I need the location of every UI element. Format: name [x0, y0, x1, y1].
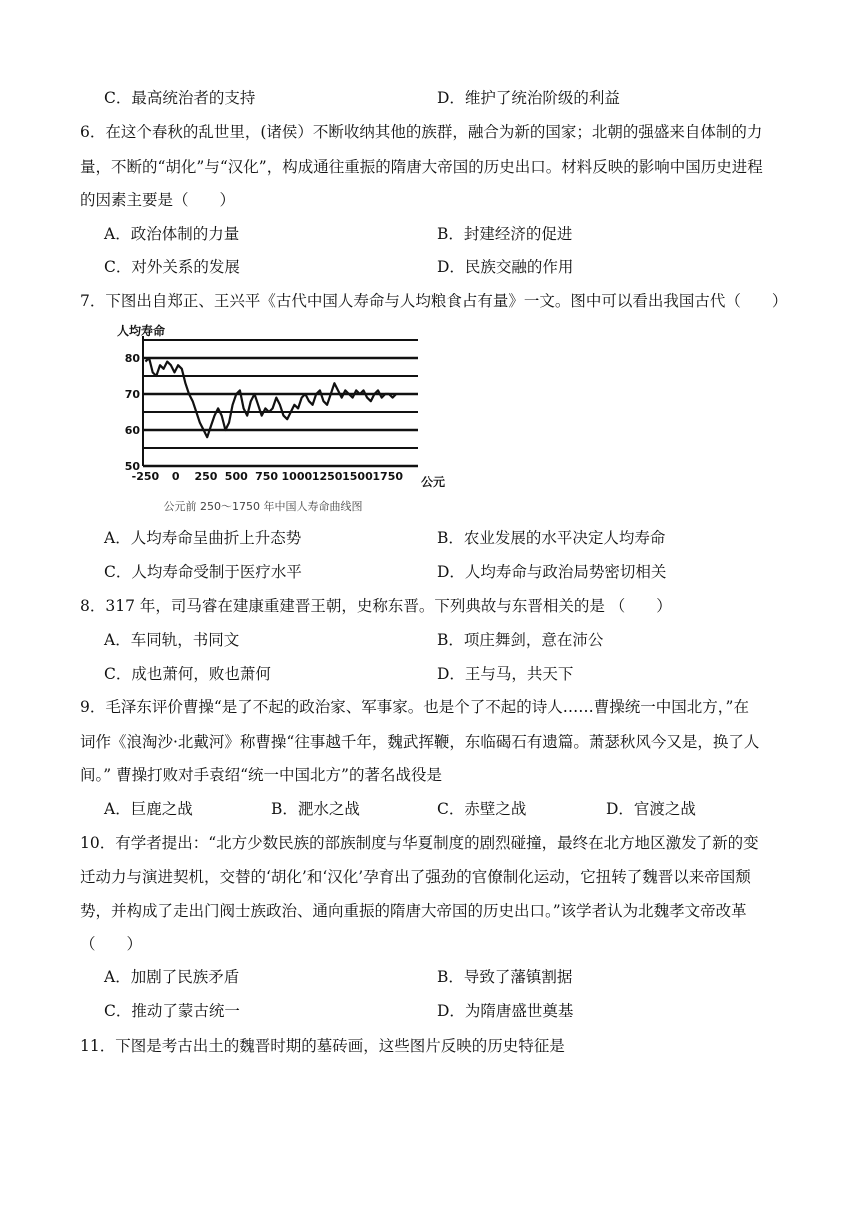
q10-option-d[interactable]: D．为隋唐盛世奠基: [437, 1002, 574, 1020]
y-tick-label: 60: [124, 424, 140, 437]
q9-stem-line-2: 词作《浪淘沙·北戴河》称曹操“往事越千年，魏武挥鞭，东临碣石有遗篇。萧瑟秋风今又是，换了人: [80, 733, 760, 751]
life-expectancy-chart: [113, 322, 453, 522]
q7-option-b[interactable]: B．农业发展的水平决定人均寿命: [437, 529, 666, 547]
q8-option-c[interactable]: C．成也萧何，败也萧何: [104, 665, 271, 683]
y-tick-label: 80: [124, 352, 140, 365]
q10-stem-line-3: 势，并构成了走出门阀士族政治、通向重振的隋唐大帝国的历史出口。”该学者认为北魏孝文帝改革: [80, 902, 747, 920]
life-expectancy-line: [145, 358, 396, 437]
q6-stem-line-2: 量，不断的“胡化”与“汉化”，构成通往重振的隋唐大帝国的历史出口。材料反映的影响中国历史进程: [80, 158, 763, 176]
q11-stem: 11．下图是考古出土的魏晋时期的墓砖画，这些图片反映的历史特征是: [80, 1037, 565, 1055]
q8-option-b[interactable]: B．项庄舞剑，意在沛公: [437, 631, 604, 649]
x-tick-label: 1250: [311, 470, 343, 483]
q7-option-d[interactable]: D．人均寿命与政治局势密切相关: [437, 563, 667, 581]
q9-option-d[interactable]: D．官渡之战: [606, 800, 696, 818]
q9-stem-line-3: 间。” 曹操打败对手袁绍“统一中国北方”的著名战役是: [80, 766, 442, 784]
x-tick-label: 1000: [281, 470, 313, 483]
x-tick-label: 1750: [372, 470, 404, 483]
q8-stem: 8．317 年，司马睿在建康重建晋王朝，史称东晋。下列典故与东晋相关的是 （ ）: [80, 597, 672, 615]
q10-option-a[interactable]: A．加剧了民族矛盾: [104, 968, 240, 986]
q9-option-a[interactable]: A．巨鹿之战: [104, 800, 193, 818]
q10-stem-line-4: （ ）: [80, 935, 143, 953]
q10-option-b[interactable]: B．导致了藩镇割据: [437, 968, 573, 986]
q6-option-c[interactable]: C．对外关系的发展: [104, 258, 240, 276]
q5-option-c[interactable]: C．最高统治者的支持: [104, 89, 256, 107]
q6-option-a[interactable]: A．政治体制的力量: [104, 225, 240, 243]
y-tick-label: 70: [124, 388, 140, 401]
q7-option-c[interactable]: C．人均寿命受制于医疗水平: [104, 563, 302, 581]
q6-option-b[interactable]: B．封建经济的促进: [437, 225, 573, 243]
y-axis-label: 人均寿命: [117, 324, 166, 338]
q8-option-a[interactable]: A．车同轨，书同文: [104, 631, 240, 649]
x-tick-label: 750: [255, 470, 279, 483]
q9-option-c[interactable]: C．赤壁之战: [437, 800, 527, 818]
x-tick-label: 250: [194, 470, 218, 483]
q10-option-c[interactable]: C．推动了蒙古统一: [104, 1002, 240, 1020]
x-tick-label: -250: [131, 470, 160, 483]
q6-stem-line-3: 的因素主要是（ ）: [80, 191, 236, 209]
x-tick-label: 0: [171, 470, 180, 483]
q10-stem-line-2: 迁动力与演进契机，交替的‘胡化’和‘汉化’孕育出了强劲的官僚制化运动，它扭转了魏晋以来帝国颓: [80, 868, 751, 886]
q5-option-d[interactable]: D．维护了统治阶级的利益: [437, 89, 620, 107]
y-tick-label: 50: [124, 460, 140, 473]
chart-caption: 公元前 250～1750 年中国人寿命曲线图: [163, 500, 363, 513]
q6-option-d[interactable]: D．民族交融的作用: [437, 258, 574, 276]
chart-svg: [113, 322, 453, 522]
x-tick-label: 500: [224, 470, 248, 483]
q10-stem-line-1: 10．有学者提出：“北方少数民族的部族制度与华夏制度的剧烈碰撞，最终在北方地区激发了新的变: [80, 834, 759, 852]
q7-option-a[interactable]: A．人均寿命呈曲折上升态势: [104, 529, 302, 547]
q6-stem-line-1: 6．在这个春秋的乱世里，(诸侯）不断收纳其他的族群，融合为新的国家；北朝的强盛来自体制的力: [80, 123, 763, 141]
x-tick-label: 1500: [342, 470, 373, 483]
x-axis-label: 公元: [420, 475, 446, 489]
q9-stem-line-1: 9．毛泽东评价曹操“是了不起的政治家、军事家。也是个了不起的诗人……曹操统一中国北方，”在: [80, 698, 749, 716]
q8-option-d[interactable]: D．王与马，共天下: [437, 665, 574, 683]
q7-stem: 7．下图出自郑正、王兴平《古代中国人寿命与人均粮食占有量》一文。图中可以看出我国古代（ ）: [80, 292, 788, 310]
q9-option-b[interactable]: B．淝水之战: [271, 800, 360, 818]
